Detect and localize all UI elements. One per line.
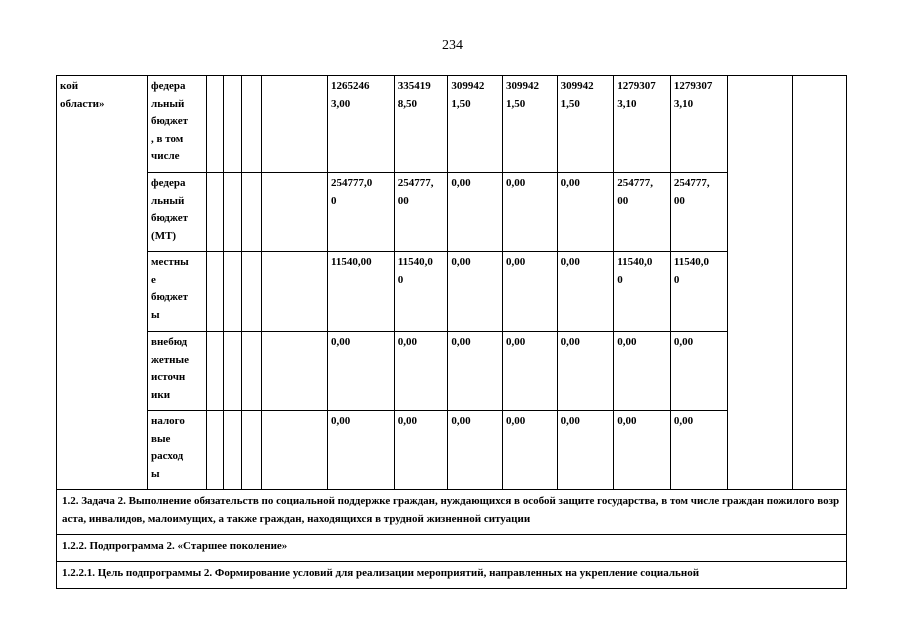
value-cell: 0,00 <box>448 173 503 252</box>
empty-cell <box>793 76 847 490</box>
empty-cell <box>262 173 328 252</box>
value-cell: 0,00 <box>503 332 558 411</box>
empty-cell <box>206 411 223 490</box>
value-cell: 0,00 <box>394 411 448 490</box>
value-cell: 0,00 <box>328 411 395 490</box>
value-cell: 0,00 <box>557 252 614 332</box>
value-cell: 1279307 3,10 <box>670 76 727 173</box>
value-cell: 0,00 <box>503 411 558 490</box>
value-cell: 309942 1,50 <box>557 76 614 173</box>
value-cell: 0,00 <box>614 332 671 411</box>
empty-cell <box>262 332 328 411</box>
value-cell: 1279307 3,10 <box>614 76 671 173</box>
empty-cell <box>262 252 328 332</box>
value-cell: 0,00 <box>503 173 558 252</box>
value-cell: 0,00 <box>448 252 503 332</box>
source-cell: местны е бюджет ы <box>148 252 207 332</box>
empty-cell <box>206 76 223 173</box>
empty-cell <box>223 252 241 332</box>
source-cell: федера льный бюджет , в том числе <box>148 76 207 173</box>
empty-cell <box>223 76 241 173</box>
goal-row: 1.2.2.1. Цель подпрограммы 2. Формирование условий для реализации мероприятий, направленных на укрепление социальной <box>57 562 847 589</box>
table-row <box>57 76 847 173</box>
value-cell: 0,00 <box>503 252 558 332</box>
empty-cell <box>223 411 241 490</box>
source-cell: налого вые расход ы <box>148 411 207 490</box>
value-cell: 254777, 00 <box>614 173 671 252</box>
empty-cell <box>242 411 262 490</box>
value-cell: 335419 8,50 <box>394 76 448 173</box>
table-row <box>57 535 847 562</box>
value-cell: 0,00 <box>394 332 448 411</box>
value-cell: 11540,0 0 <box>614 252 671 332</box>
value-cell: 254777, 00 <box>394 173 448 252</box>
empty-cell <box>223 173 241 252</box>
empty-cell <box>223 332 241 411</box>
value-cell: 1265246 3,00 <box>328 76 395 173</box>
value-cell: 0,00 <box>448 332 503 411</box>
value-cell: 11540,0 0 <box>670 252 727 332</box>
subprogram-row: 1.2.2. Подпрограмма 2. «Старшее поколение» <box>57 535 847 562</box>
empty-cell <box>262 411 328 490</box>
value-cell: 0,00 <box>448 411 503 490</box>
region-cell: кой области» <box>57 76 148 490</box>
empty-cell <box>206 332 223 411</box>
source-cell: внебюд жетные источн ики <box>148 332 207 411</box>
value-cell: 0,00 <box>670 332 727 411</box>
empty-cell <box>206 252 223 332</box>
value-cell: 11540,00 <box>328 252 395 332</box>
table-row <box>57 562 847 589</box>
source-cell: федера льный бюджет (МТ) <box>148 173 207 252</box>
value-cell: 0,00 <box>557 173 614 252</box>
page-number: 234 <box>442 38 463 53</box>
value-cell: 254777,0 0 <box>328 173 395 252</box>
empty-cell <box>262 76 328 173</box>
empty-cell <box>242 332 262 411</box>
value-cell: 0,00 <box>557 411 614 490</box>
empty-cell <box>242 173 262 252</box>
empty-cell <box>727 76 793 490</box>
empty-cell <box>242 252 262 332</box>
value-cell: 309942 1,50 <box>503 76 558 173</box>
value-cell: 0,00 <box>328 332 395 411</box>
value-cell: 254777, 00 <box>670 173 727 252</box>
table-row <box>57 490 847 535</box>
value-cell: 0,00 <box>614 411 671 490</box>
value-cell: 309942 1,50 <box>448 76 503 173</box>
value-cell: 0,00 <box>670 411 727 490</box>
empty-cell <box>206 173 223 252</box>
budget-table <box>56 75 847 589</box>
value-cell: 11540,0 0 <box>394 252 448 332</box>
empty-cell <box>242 76 262 173</box>
value-cell: 0,00 <box>557 332 614 411</box>
task-row: 1.2. Задача 2. Выполнение обязательств по социальной поддержке граждан, нуждающихся в особой защите государства, в том числе граждан пожилого возраста, инвалидов, малоимущих, а также граждан, находящихся в трудной жизненной ситуации <box>57 490 847 535</box>
